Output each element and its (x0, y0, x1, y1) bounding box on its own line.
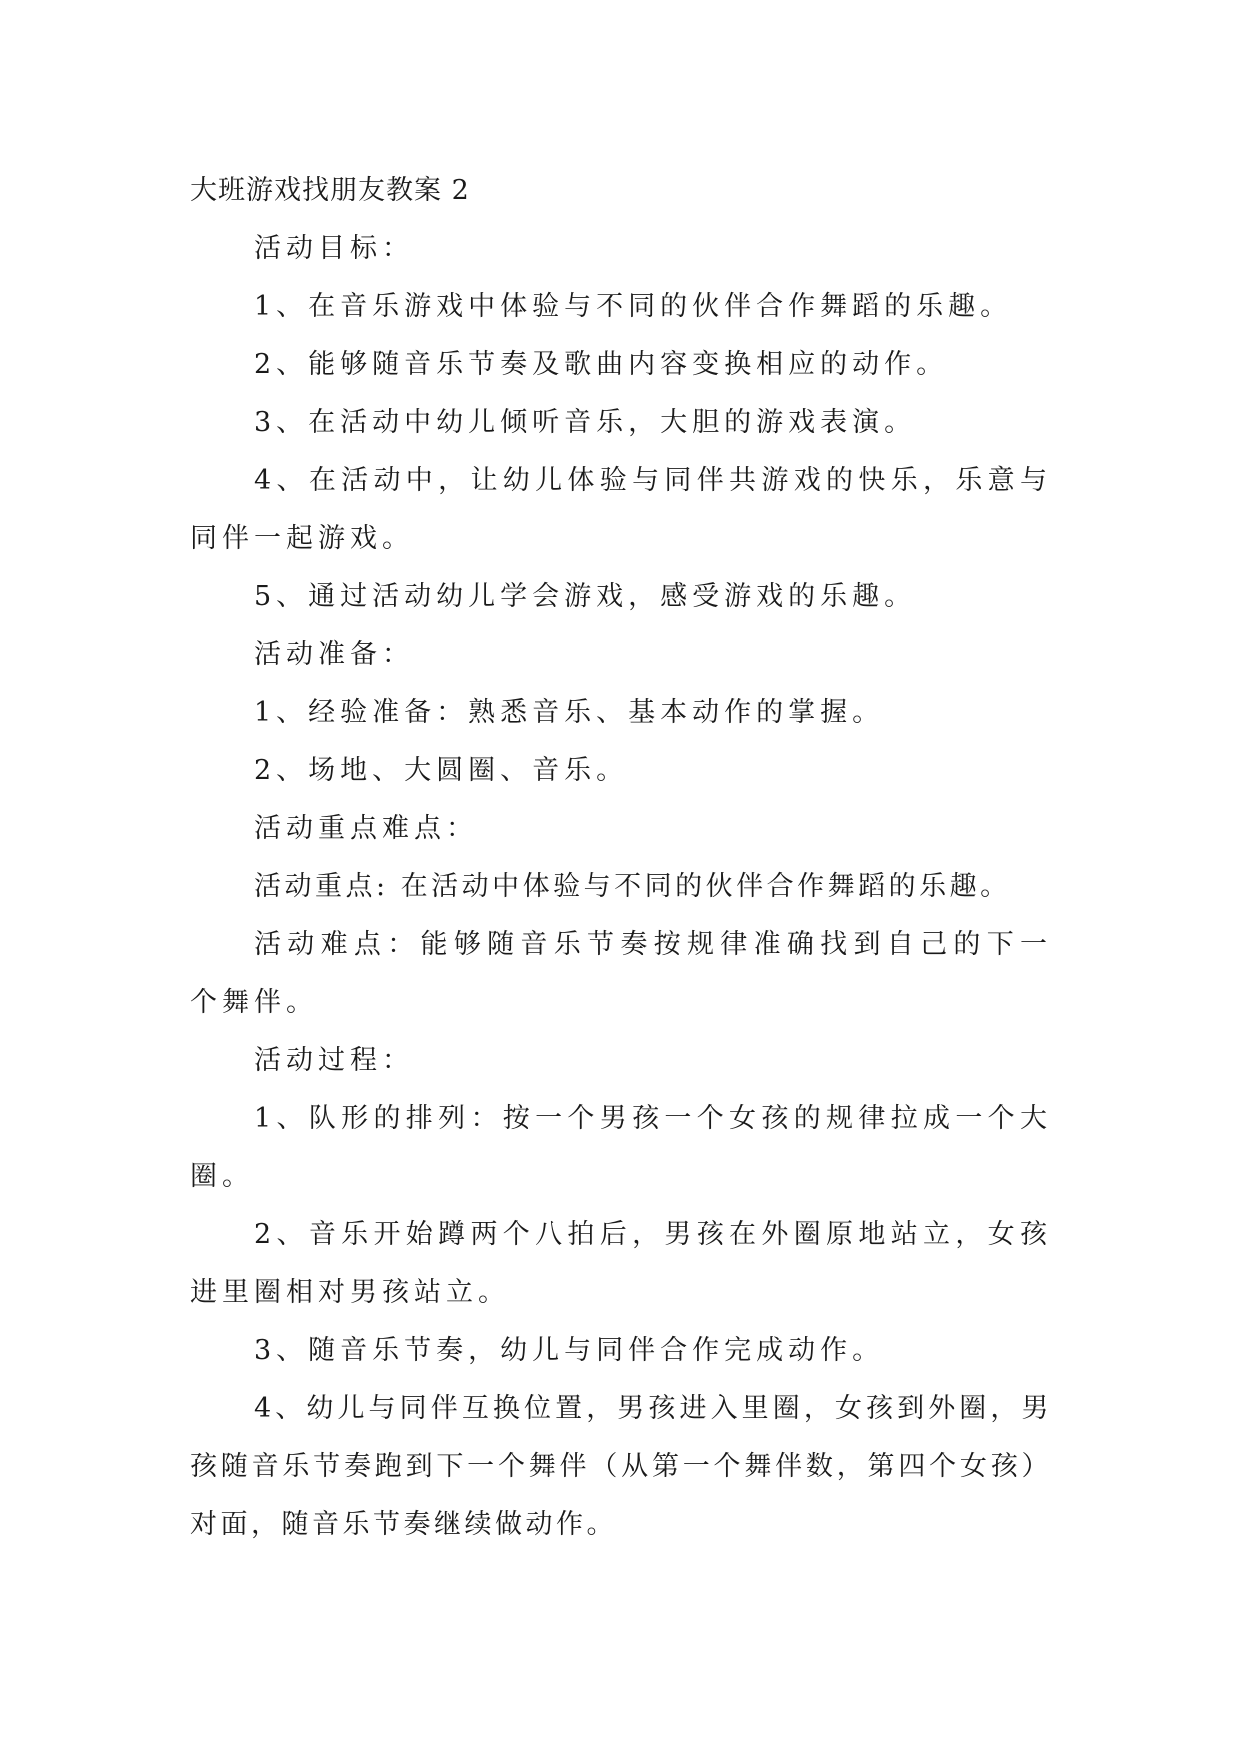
paragraph-process-4: 4、幼儿与同伴互换位置，男孩进入里圈，女孩到外圈，男孩随音乐节奏跑到下一个舞伴（从第一个舞伴数，第四个女孩）对面，随音乐节奏继续做动作。 (190, 1393, 1052, 1540)
paragraph-difficult-point: 活动难点：能够随音乐节奏按规律准确找到自己的下一个舞伴。 (190, 929, 1052, 1018)
paragraph-section-preparation: 活动准备： (254, 639, 414, 670)
paragraph-goal-1: 1、在音乐游戏中体验与不同的伙伴合作舞蹈的乐趣。 (254, 291, 1013, 322)
paragraph-process-2: 2、音乐开始蹲两个八拍后，男孩在外圈原地站立，女孩进里圈相对男孩站立。 (190, 1219, 1052, 1308)
paragraph-goal-5: 5、通过活动幼儿学会游戏，感受游戏的乐趣。 (254, 581, 917, 612)
paragraph-goal-2: 2、能够随音乐节奏及歌曲内容变换相应的动作。 (254, 349, 949, 380)
paragraph-preparation-2: 2、场地、大圆圈、音乐。 (254, 755, 629, 786)
paragraph-section-process: 活动过程： (254, 1045, 414, 1076)
paragraph-section-key-points: 活动重点难点： (254, 813, 478, 844)
paragraph-preparation-1: 1、经验准备：熟悉音乐、基本动作的掌握。 (254, 697, 885, 728)
paragraph-process-1: 1、队形的排列：按一个男孩一个女孩的规律拉成一个大圈。 (190, 1103, 1052, 1192)
document-body (190, 162, 1052, 1554)
document-title: 大班游戏找朋友教案 2 (190, 175, 470, 206)
paragraph-goal-4: 4、在活动中，让幼儿体验与同伴共游戏的快乐，乐意与同伴一起游戏。 (190, 465, 1052, 554)
paragraph-section-goals: 活动目标： (254, 233, 414, 264)
paragraph-process-3: 3、随音乐节奏，幼儿与同伴合作完成动作。 (254, 1335, 885, 1366)
paragraph-key-point: 活动重点: 在活动中体验与不同的伙伴合作舞蹈的乐趣。 (254, 871, 1011, 902)
paragraph-goal-3: 3、在活动中幼儿倾听音乐，大胆的游戏表演。 (254, 407, 917, 438)
